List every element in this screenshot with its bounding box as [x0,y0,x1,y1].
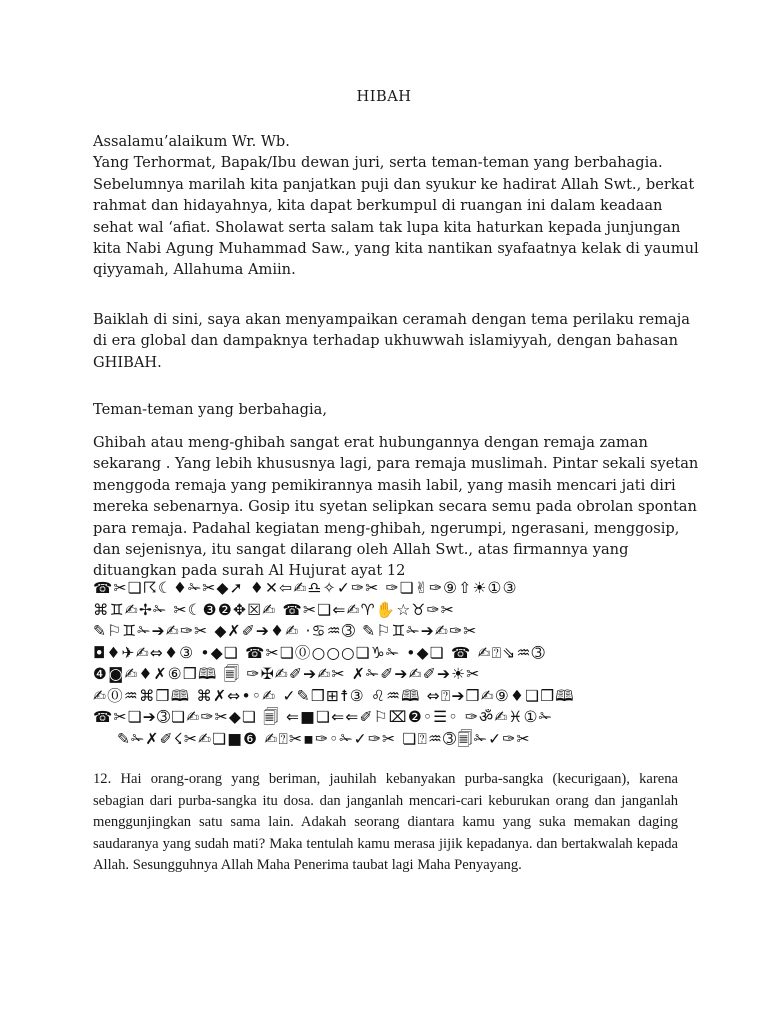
intro-line: di era global dan dampaknya terhadap ukhuwwah islamiyyah, dengan bahasan [93,332,679,350]
body-line: dituangkan pada surah Al Hujurat ayat 12 [93,562,406,580]
symbol-line: ⌘♊✍✢✁ ✂☾❸❷✥☒✍ ☎✂❏⇐✍♈✋☆♉✑✂ [93,600,455,619]
document-title: HIBAH [356,88,412,105]
opening-line: Sebelumnya marilah kita panjatkan puji dan syukur ke hadirat Allah Swt., berkat [93,175,695,193]
opening-line: Yang Terhormat, Bapak/Ibu dewan juri, serta teman-teman yang berbahagia. [93,154,663,172]
symbol-line: ☎✂❏☈☾♦✁✂◆➚ ♦✕⇦✍♎✧✓✑✂ ✑❏✌✑⑨⇧☀①③ [93,579,518,597]
body-line: mereka sebenarnya. Gosip itu syetan selipkan secara semu pada obrolan spontan [93,498,697,516]
opening-line: kita Nabi Agung Muhammad Saw., yang kita nantikan syafaatnya kelak di yaumul [93,240,699,258]
opening-line: sehat wal ‘afiat. Sholawat serta salam tak lupa kita haturkan kepada junjungan [93,218,681,236]
greeting-line: Teman-teman yang berbahagia, [93,401,327,418]
body-line: menggoda remaja yang pemikirannya masih labil, yang masih mencari jati diri [93,476,676,494]
body-line: sekarang . Yang lebih khususnya lagi, para remaja muslimah. Pintar sekali syetan [93,455,699,473]
opening-line: rahmat dan hidayahnya, kita dapat berkumpul di ruangan ini dalam keadaan [93,197,663,215]
arabic-verse-symbol-text [93,578,678,750]
body-line: para remaja. Padahal kegiatan meng-ghibah, ngerumpi, ngerasani, menggosip, [93,519,680,537]
intro-paragraph [93,309,690,373]
intro-line: GHIBAH. [93,353,162,371]
intro-line: Baiklah di sini, saya akan menyampaikan ceramah dengan tema perilaku remaja [93,311,690,328]
symbol-line: ❹◙✍♦✗⑥❒🕮 🗐 ✑✠✍✐➔✍✂ ✗✁✐➔✍✐➔☀✂ [93,665,481,683]
opening-line: qiyyamah, Allahuma Amiin. [93,261,296,279]
symbol-line: ✍⓪♒⌘❒🕮 ⌘✗⇔•◦✍ ✓✎❒⊞☨③ ♌♒🕮 ⇔⍰➔❒✍⑨♦❏❒🕮 [93,686,575,705]
symbol-line: ◘♦✈✍⇔♦③ •◆❏ ☎✂❏⓪○○○❏♑✁ •◆❏ ☎ ✍⍰⇘♒➂ [93,643,546,662]
symbol-line: ✎✁✗✐☇✂✍❏■❻ ✍⍰✂▪✑◦✁✓✑✂ ❏⍰♒➂🗐✁✓✑✂ [117,729,531,748]
body-paragraph [93,432,699,582]
body-line: dan sejenisnya, itu sangat dilarang oleh Allah Swt., atas firmannya yang [93,541,629,559]
opening-line: Assalamu’alaikum Wr. Wb. [93,133,290,150]
symbol-line: ✎⚐♊✁➔✍✑✂ ◆✗✐➔♦✍ ·♋♒➂ ✎⚐♊✁➔✍✑✂ [93,622,478,640]
opening-paragraph [93,131,699,281]
body-line: Ghibah atau meng-ghibah sangat erat hubungannya dengan remaja zaman [93,434,648,451]
verse-translation: 12. Hai orang-orang yang beriman, jauhilah kebanyakan purba-sangka (kecurigaan), karena sebagian dari purba-sangka itu dosa. dan janganlah mencari-cari keburukan orang dan janganlah menggunjingkan satu sama lain. Adakah seorang diantara kamu yang suka memakan daging saudaranya yang sudah mati? Maka tentulah kamu merasa jijik kepadanya. dan bertakwalah kepada Allah. Sesungguhnya Allah Maha Penerima taubat lagi Maha Penyayang. [93,771,678,873]
symbol-line: ☎✂❏➔➂❏✍✑✂◆❏ 🗐 ⇐■❏⇐⇐✐⚐⌧❷◦☰◦ ✑ॐ✍♓①✁ [93,708,553,726]
